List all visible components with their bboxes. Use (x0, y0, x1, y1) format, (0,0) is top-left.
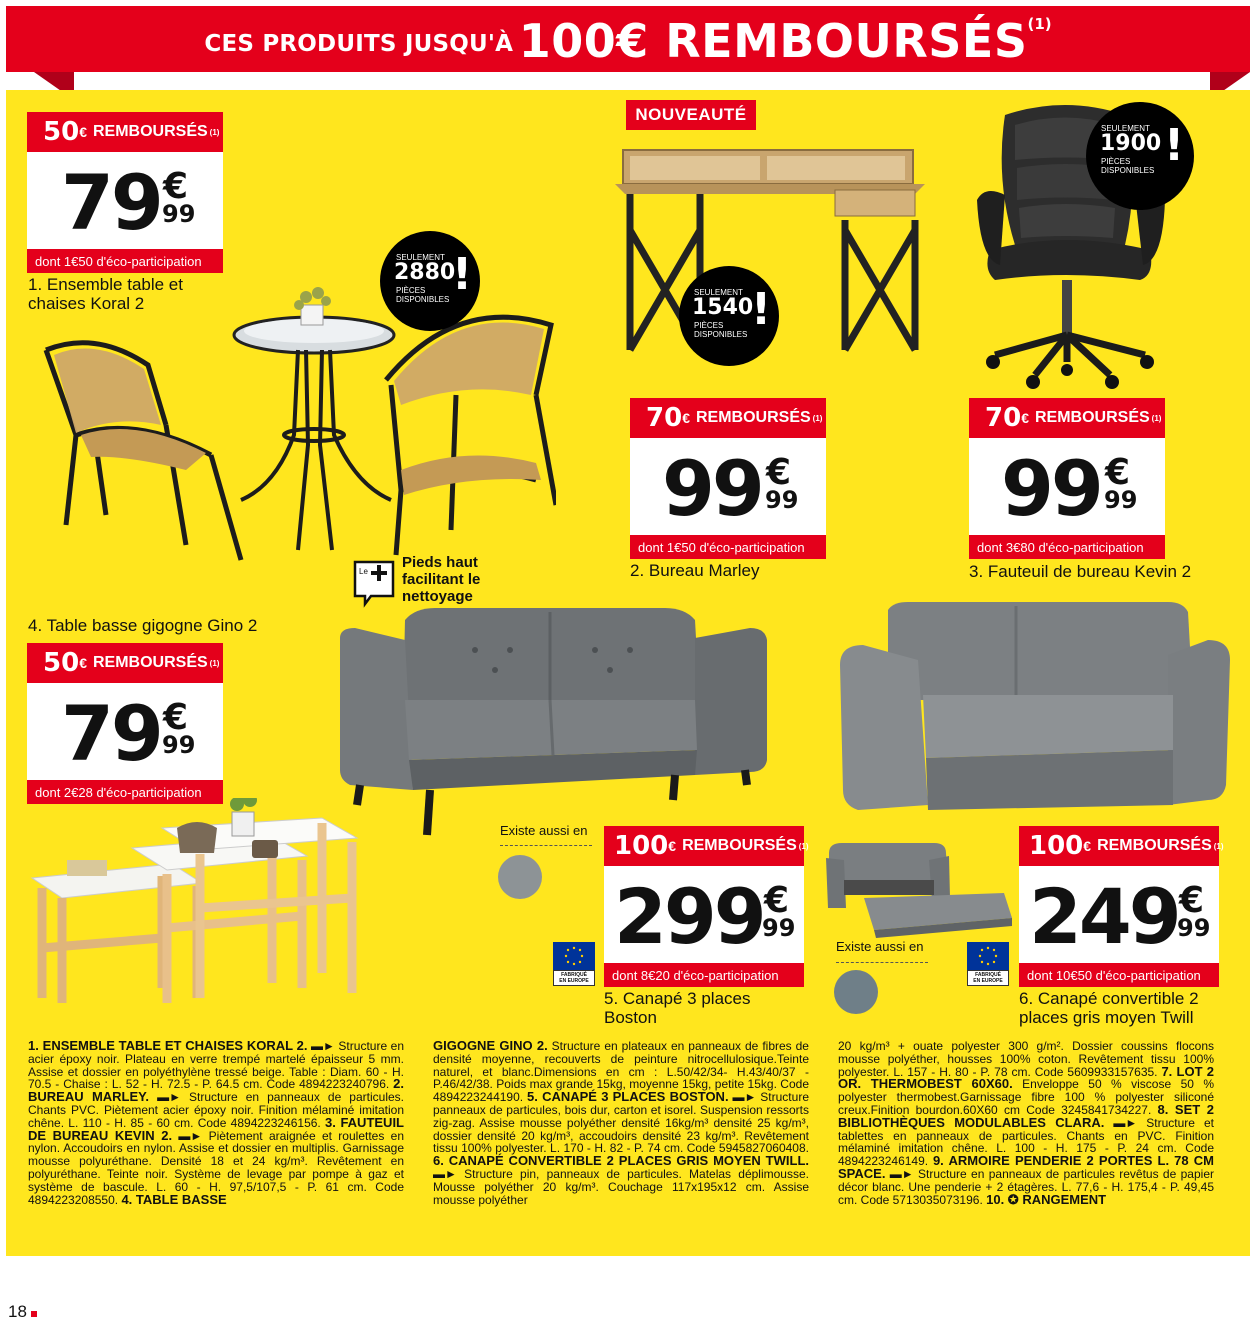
refund-amount: 50 (43, 117, 80, 147)
eco-participation: dont 8€20 d'éco-participation (604, 963, 804, 987)
stock-bottom-2: DISPONIBLES (1101, 166, 1155, 175)
stock-bottom-2: DISPONIBLES (694, 330, 748, 339)
price-currency: € (766, 452, 792, 493)
price-currency: € (764, 880, 790, 921)
koral-set-image (36, 285, 556, 575)
product-name-boston (604, 989, 814, 1027)
le-plus-icon (353, 560, 395, 608)
feature-line-1: Pieds haut (402, 554, 478, 571)
price-cents: 99 (765, 486, 799, 514)
price (27, 683, 223, 780)
eco-participation: dont 10€50 d'éco-participation (1019, 963, 1219, 987)
price-integer: 79 (61, 689, 161, 778)
desk-drawer (835, 190, 915, 216)
divider (500, 845, 592, 846)
price-integer: 299 (614, 872, 764, 961)
refund-note: (1) (209, 658, 220, 668)
refund-label: REMBOURSÉS (92, 654, 208, 671)
stock-bottom-1: PIÈCES (1101, 157, 1131, 166)
new-badge: NOUVEAUTÉ (626, 100, 756, 130)
stock-bottom-1: PIÈCES (396, 286, 426, 295)
refund-header (969, 398, 1165, 438)
price-integer: 99 (662, 444, 762, 533)
description-column-3: 20 kg/m³ + ouate polyester 300 g/m². Dossier coussins flocons mousse polyéther, housses 100% coton. Revêtement tissu 100% polyester. L. 157 - H. 80 - P. 78 cm. Code 5609933157635. 7. LOT 2 OR. THERMOBEST 60X60. Enveloppe 50 % viscose 50 % polyester thermobest.Garnissage fibre 100 % polyester siliconé creux.Finition bourdon.60X60 cm Code 3245841734227. 8. SET 2 BIBLIOTHÈQUES MODULABLES CLARA. ▬► Structure et tablettes en panneaux de particules. Chants en PVC. Finition mélaminé imitation chêne. L. 100 - H. 175 - P. 24 cm. Code 4894223246149. 9. ARMOIRE PENDERIE 2 PORTES L. 78 CM SPACE. ▬► Structure en panneaux de particules revêtus de papier décor blanc. Une penderie + 2 étagères. L. 77,6 - H. 175,4 - P. 49,45 cm. Code 5713035073196. 10. ✪ RANGEMENT (838, 1040, 1214, 1207)
refund-label: REMBOURSÉS (92, 123, 208, 140)
refund-amount: 70 (646, 403, 683, 433)
eu-flag-icon (967, 942, 1009, 970)
plant-pot (232, 812, 254, 836)
refund-amount: 100 (1029, 831, 1084, 861)
stock-number: 2880 (394, 260, 456, 285)
refund-currency: € (79, 124, 87, 140)
refund-label: REMBOURSÉS (695, 409, 811, 426)
made-in-europe-badge-twill (967, 942, 1009, 986)
price-integer: 99 (1001, 444, 1101, 533)
refund-currency: € (668, 838, 677, 854)
price-currency: € (1105, 452, 1131, 493)
stock-bottom-1: PIÈCES (694, 321, 724, 330)
stock-bottom-2: DISPONIBLES (396, 295, 450, 304)
color-swatch-grey[interactable] (498, 855, 542, 899)
twill-sofa-back (888, 602, 1193, 700)
eco-participation: dont 3€80 d'éco-participation (969, 535, 1165, 559)
banner-prefix: CES PRODUITS JUSQU'À (204, 31, 514, 57)
color-swatch-blue-grey[interactable] (834, 970, 878, 1014)
refund-header (604, 826, 809, 866)
plant-leaves (230, 798, 257, 811)
right-chair-seat (401, 455, 541, 495)
description-column-2: GIGOGNE GINO 2. Structure en plateaux en panneaux de fibres de densité moyenne, recouverts de peinture nitrocellulosique.Teinte naturel, et blanc.Dimensions en cm : L.50/42/34- H.43/40/37 - P.46/42/38. Poids max grande 15kg, moyenne 15kg, petite 15kg. Code 4894223244190. 5. CANAPÉ 3 PLACES BOSTON. ▬► Structure panneaux de particules, bois dur, carton et isorel. Suspension ressorts zig-zag. Assise mousse polyéther densité 16kg/m³ densité 25 kg/m³, dossier densité 20 kg/m³, accoudoirs densité 23 kg/m³. Revêtement tissu 100% polyester. L. 170 - H. 82 - P. 74 cm. Code 5945827060408. 6. CANAPÉ CONVERTIBLE 2 PLACES GRIS MOYEN TWILL. ▬► Structure pin, panneaux de particules. Matelas déplimousse. Mousse polyéther 20 kg/m³. Couchage 117x195x12 cm. Assise mousse polyéther (433, 1040, 809, 1207)
refund-header (630, 398, 826, 438)
refund-header (27, 112, 223, 152)
chair-piston (1062, 280, 1072, 335)
twill-sofa-open-image (824, 838, 1014, 948)
eu-line-1: FABRIQUÉ (561, 972, 587, 978)
stock-badge-marley (679, 266, 779, 366)
refund-note: (1) (209, 127, 220, 137)
table-pot (301, 305, 323, 325)
price (604, 866, 804, 963)
table-legs (241, 350, 391, 550)
refund-currency: € (682, 410, 690, 426)
name-line-2: places gris moyen Twill (1019, 1008, 1194, 1027)
refund-header (27, 643, 223, 683)
refund-currency: € (79, 655, 87, 671)
price-cents: 99 (1177, 914, 1211, 942)
stock-top: SEULEMENT (1101, 124, 1150, 133)
price-cents: 99 (162, 731, 196, 759)
refund-amount: 70 (985, 403, 1022, 433)
page-marker (31, 1311, 37, 1317)
eu-line-1: FABRIQUÉ (975, 972, 1001, 978)
price (1019, 866, 1219, 963)
boston-sofa-image (335, 600, 775, 840)
name-line-1: 6. Canapé convertible 2 (1019, 989, 1199, 1008)
page-number: 18 (8, 1302, 27, 1321)
product-name-gino: 4. Table basse gigogne Gino 2 (28, 616, 258, 635)
chair-seat (987, 240, 1151, 280)
twill-arm-left (840, 645, 928, 810)
eu-label (967, 970, 1009, 986)
price-cents: 99 (1104, 486, 1138, 514)
description-column-1: 1. ENSEMBLE TABLE ET CHAISES KORAL 2. ▬► Structure en acier époxy noir. Plateau en verre trempé martelé épaisseur 5 mm. Assise et dossier en polyéthylène tressé beige. Table : Diam. 60 - H. 70.5 - Chaise : L. 52 - H. 72.5 - P. 64.5 cm. Code 4894223240796. 2. BUREAU MARLEY. ▬► Structure en panneaux de particules. Chants PVC. Piètement acier époxy noir. Finition mélaminé imitation chêne. L. 110 - H. 85 - 60 cm. Code 4894223246156. 3. FAUTEUIL DE BUREAU KEVIN 2. ▬► Piètement araignée et roulettes en nylon. Accoudoirs en nylon. Assise et dossier en multiplis. Garnissage mousse polyuréthane. Densité 18 et 24 kg/m³. Revêtement en polyuréthane. Teinte noir. Système de levage par pompe à gaz et système de bascule. L. 60 - H. 97,5/107,5 - P. 61 cm. Code 4894223208550. 4. TABLE BASSE (28, 1040, 404, 1207)
price-currency: € (1179, 880, 1205, 921)
feature-line-2: facilitant le (402, 571, 481, 588)
made-in-europe-badge-boston (553, 942, 595, 986)
price-integer: 79 (61, 158, 161, 247)
refund-label: REMBOURSÉS (1097, 837, 1212, 854)
twill-arm-right (1168, 640, 1230, 805)
price-box-twill (1019, 826, 1224, 984)
sofa-arm-left (340, 628, 413, 790)
sofa-arm-right (695, 628, 767, 775)
eco-participation: dont 2€28 d'éco-participation (27, 780, 223, 804)
divider (836, 962, 928, 963)
eu-label (553, 970, 595, 986)
banner-amount: 100€ REMBOURSÉS (518, 14, 1028, 68)
refund-note: (1) (812, 413, 823, 423)
refund-amount: 100 (614, 831, 669, 861)
price (27, 152, 223, 249)
price-cents: 99 (762, 914, 796, 942)
refund-label: REMBOURSÉS (682, 837, 797, 854)
eco-participation: dont 1€50 d'éco-participation (27, 249, 223, 273)
refund-label: REMBOURSÉS (1034, 409, 1150, 426)
price-currency: € (163, 697, 189, 738)
feature-text (402, 554, 480, 605)
exclamation-icon: ! (452, 249, 473, 300)
price-box-kevin (969, 398, 1165, 556)
also-available-twill: Existe aussi en (836, 939, 924, 954)
stock-number: 1900 (1100, 131, 1162, 156)
price (630, 438, 826, 535)
name-line-1: 5. Canapé 3 places (604, 989, 751, 1008)
also-available-boston: Existe aussi en (500, 823, 588, 838)
stock-bottom (1101, 157, 1171, 175)
banner-title (6, 14, 1250, 68)
book (67, 860, 107, 876)
exclamation-icon: ! (751, 284, 772, 335)
refund-note: (1) (1151, 413, 1162, 423)
gino-table-image (22, 798, 362, 1018)
price (969, 438, 1165, 535)
twill-seat (923, 695, 1173, 758)
banner-note: (1) (1027, 15, 1052, 33)
cup (252, 840, 278, 858)
product-name-koral: 1. Ensemble table et chaises Koral 2 (28, 275, 183, 313)
refund-note: (1) (1213, 841, 1224, 851)
feature-line-3: nettoyage (402, 588, 473, 605)
right-chair-back (394, 323, 544, 406)
teapot (177, 822, 217, 853)
price-box-boston (604, 826, 809, 984)
product-name-marley: 2. Bureau Marley (630, 561, 760, 580)
eu-flag-icon (553, 942, 595, 970)
price-cents: 99 (162, 200, 196, 228)
stock-top: SEULEMENT (694, 288, 743, 297)
product-name-twill (1019, 989, 1239, 1027)
refund-header (1019, 826, 1224, 866)
refund-note: (1) (798, 841, 809, 851)
exclamation-icon: ! (1164, 120, 1185, 171)
price-currency: € (163, 166, 189, 207)
name-line-2: Boston (604, 1008, 657, 1027)
refund-amount: 50 (43, 648, 80, 678)
refund-currency: € (1021, 410, 1029, 426)
price-box-koral (27, 112, 223, 270)
stock-number: 1540 (692, 295, 754, 320)
le-text: Le (359, 567, 368, 576)
eco-participation: dont 1€50 d'éco-participation (630, 535, 826, 559)
eu-line-2: EN EUROPE (973, 978, 1003, 984)
header-banner (6, 6, 1250, 72)
stock-badge-koral (380, 231, 480, 331)
eu-line-2: EN EUROPE (559, 978, 589, 984)
stock-top: SEULEMENT (396, 253, 445, 262)
price-integer: 249 (1029, 872, 1179, 961)
refund-currency: € (1083, 838, 1092, 854)
twill-sofa-image (838, 600, 1233, 830)
product-name-kevin: 3. Fauteuil de bureau Kevin 2 (969, 562, 1192, 581)
stock-badge-kevin (1086, 102, 1194, 210)
price-box-marley (630, 398, 826, 556)
price-box-gino (27, 643, 223, 801)
